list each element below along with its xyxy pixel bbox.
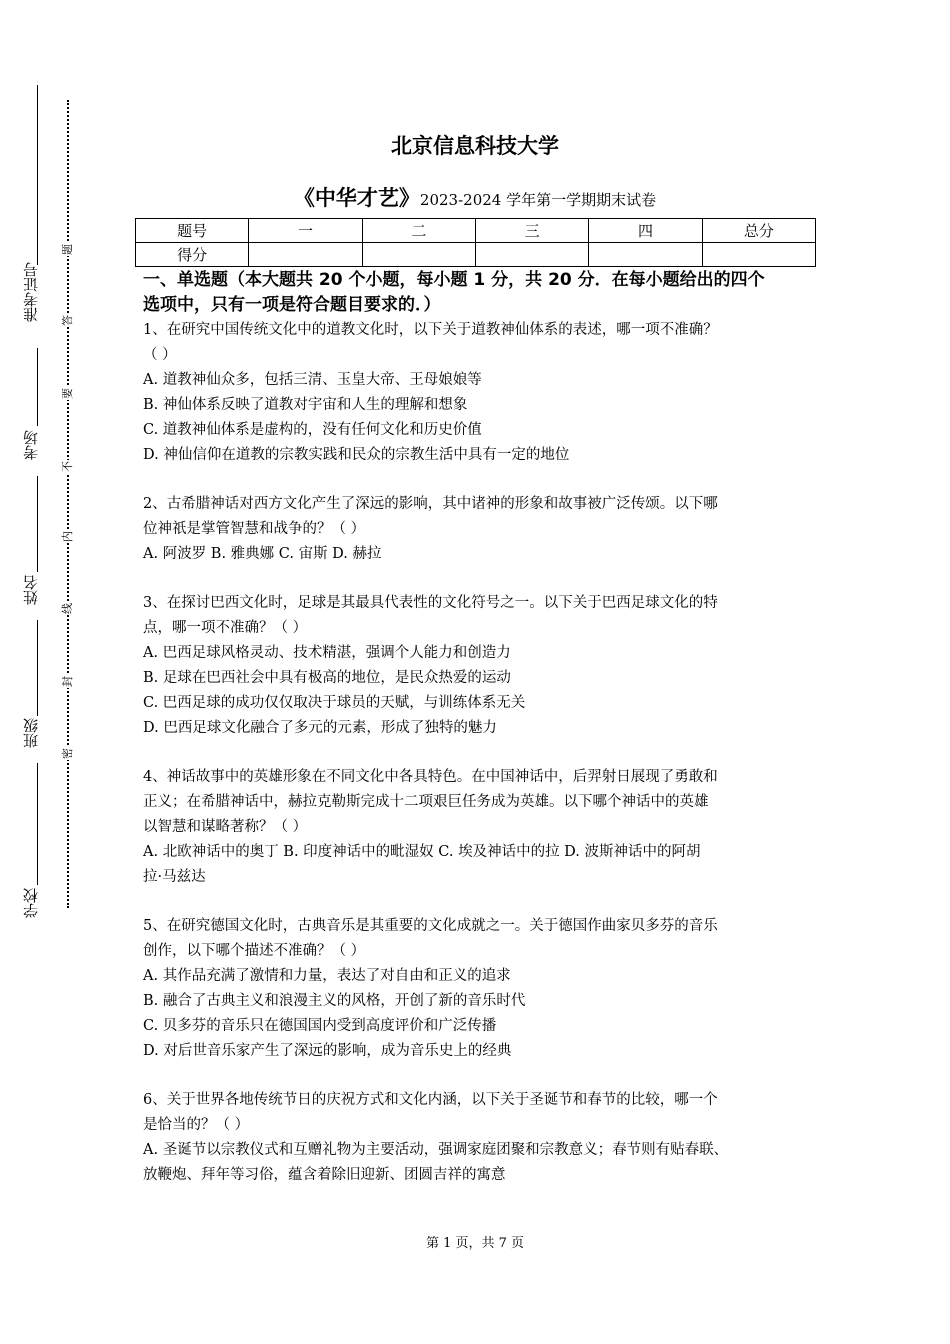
- score-table-header-row: [136, 219, 816, 243]
- question-text: 1、在研究中国传统文化中的道教文化时，以下关于道教神仙体系的表述，哪一项不准确？: [143, 322, 718, 338]
- score-cell: [702, 243, 815, 267]
- question-text: 位神祇是掌管智慧和战争的？（ ）: [143, 521, 366, 537]
- option-line: C. 贝多芬的音乐只在德国国内受到高度评价和广泛传播: [143, 1018, 497, 1034]
- course-name: 《中华才艺》: [293, 186, 420, 210]
- option-line: A. 道教神仙众多，包括三清、玉皇大帝、王母娘娘等: [143, 372, 482, 388]
- seal-char: 密: [61, 748, 74, 759]
- question-text: 创作，以下哪个描述不准确？（ ）: [143, 943, 366, 959]
- option-line: B. 融合了古典主义和浪漫主义的风格，开创了新的音乐时代: [143, 993, 526, 1009]
- option-line: B. 足球在巴西社会中具有极高的地位，是民众热爱的运动: [143, 670, 511, 686]
- option-line: A. 其作品充满了激情和力量，表达了对自由和正义的追求: [143, 968, 511, 984]
- score-cell: [475, 243, 588, 267]
- option-line: C. 道教神仙体系是虚构的，没有任何文化和历史价值: [143, 422, 482, 438]
- seal-char: 不: [61, 461, 74, 472]
- option-line: D. 巴西足球文化融合了多元的元素，形成了独特的魅力: [143, 720, 497, 736]
- seal-char: 线: [61, 603, 74, 614]
- score-cell: 一: [249, 219, 362, 243]
- question-text: 正义；在希腊神话中，赫拉克勒斯完成十二项艰巨任务成为英雄。以下哪个神话中的英雄: [143, 794, 709, 810]
- term-label: 2023-2024 学年第一学期期末试卷: [419, 191, 657, 209]
- exam-number-field: [18, 262, 42, 326]
- exam-subtitle: [0, 182, 950, 212]
- exam-room-field: [18, 430, 42, 464]
- margin-rule: [37, 476, 38, 572]
- question-text: 点，哪一项不准确？（ ）: [143, 620, 308, 636]
- option-line: 放鞭炮、拜年等习俗，蕴含着除旧迎新、团圆吉祥的寓意: [143, 1167, 506, 1183]
- score-cell: [362, 243, 475, 267]
- class-field: [18, 718, 42, 752]
- section-heading: 选项中，只有一项是符合题目要求的．）: [143, 295, 441, 315]
- question-1: [143, 318, 818, 468]
- exam-room-label: 考场: [21, 430, 40, 460]
- class-label: 班级: [21, 718, 40, 748]
- option-line: D. 神仙信仰在道教的宗教实践和民众的宗教生活中具有一定的地位: [143, 447, 570, 463]
- page-footer: 第 1 页，共 7 页: [425, 1236, 525, 1251]
- score-cell: 得分: [136, 243, 249, 267]
- question-4: [143, 765, 818, 890]
- exam-content: [143, 268, 818, 1188]
- question-6: [143, 1088, 818, 1188]
- score-cell: 四: [589, 219, 702, 243]
- school-field: [18, 888, 42, 922]
- question-text: 3、在探讨巴西文化时，足球是其最具代表性的文化符号之一。以下关于巴西足球文化的特: [143, 595, 718, 611]
- score-cell: 二: [362, 219, 475, 243]
- option-line: A. 北欧神话中的奥丁 B. 印度神话中的毗湿奴 C. 埃及神话中的拉 D. 波斯神话中的阿胡: [143, 844, 701, 860]
- question-text: （ ）: [143, 347, 177, 363]
- school-label: 学校: [21, 888, 40, 918]
- seal-char: 答: [61, 315, 74, 326]
- question-2: [143, 492, 818, 567]
- seal-char: 封: [61, 676, 74, 687]
- margin-rule: [37, 620, 38, 716]
- seal-char: 题: [61, 244, 74, 255]
- margin-rule: [37, 348, 38, 426]
- option-line: 拉·马兹达: [143, 869, 206, 885]
- question-text: 5、在研究德国文化时，古典音乐是其重要的文化成就之一。关于德国作曲家贝多芬的音乐: [143, 918, 718, 934]
- section-heading: 一、单选题（本大题共 20 个小题，每小题 1 分，共 20 分．在每小题给出的四个: [143, 270, 765, 290]
- seal-char: 要: [61, 388, 74, 399]
- margin-rule: [37, 85, 38, 265]
- option-line: A. 圣诞节以宗教仪式和互赠礼物为主要活动，强调家庭团聚和宗教意义；春节则有贴春联、: [143, 1142, 729, 1158]
- score-table-score-row: [136, 243, 816, 267]
- question-text: 2、古希腊神话对西方文化产生了深远的影响，其中诸神的形象和故事被广泛传颂。以下哪: [143, 496, 718, 512]
- option-line: B. 神仙体系反映了道教对宇宙和人生的理解和想象: [143, 397, 468, 413]
- score-cell: 总分: [702, 219, 815, 243]
- question-text: 4、神话故事中的英雄形象在不同文化中各具特色。在中国神话中，后羿射日展现了勇敢和: [143, 769, 718, 785]
- option-line: D. 对后世音乐家产生了深远的影响，成为音乐史上的经典: [143, 1043, 512, 1059]
- question-3: [143, 591, 818, 741]
- score-table: [135, 218, 816, 267]
- university-title: 北京信息科技大学: [391, 134, 559, 158]
- score-cell: [249, 243, 362, 267]
- score-cell: 题号: [136, 219, 249, 243]
- question-text: 6、关于世界各地传统节日的庆祝方式和文化内涵，以下关于圣诞节和春节的比较，哪一个: [143, 1092, 718, 1108]
- exam-number-label: 准考证号: [21, 262, 40, 322]
- score-cell: 三: [475, 219, 588, 243]
- question-text: 以智慧和谋略著称？（ ）: [143, 819, 308, 835]
- seal-dotted-line: [67, 100, 69, 908]
- score-cell: [589, 243, 702, 267]
- option-line: C. 巴西足球的成功仅仅取决于球员的天赋，与训练体系无关: [143, 695, 526, 711]
- question-text: 是恰当的？（ ）: [143, 1117, 250, 1133]
- seal-char: 内: [61, 531, 74, 542]
- name-field: [18, 575, 42, 609]
- margin-rule: [37, 763, 38, 885]
- name-label: 姓名: [21, 575, 40, 605]
- option-line: A. 阿波罗 B. 雅典娜 C. 宙斯 D. 赫拉: [143, 546, 382, 562]
- question-5: [143, 914, 818, 1064]
- option-line: A. 巴西足球风格灵动、技术精湛，强调个人能力和创造力: [143, 645, 511, 661]
